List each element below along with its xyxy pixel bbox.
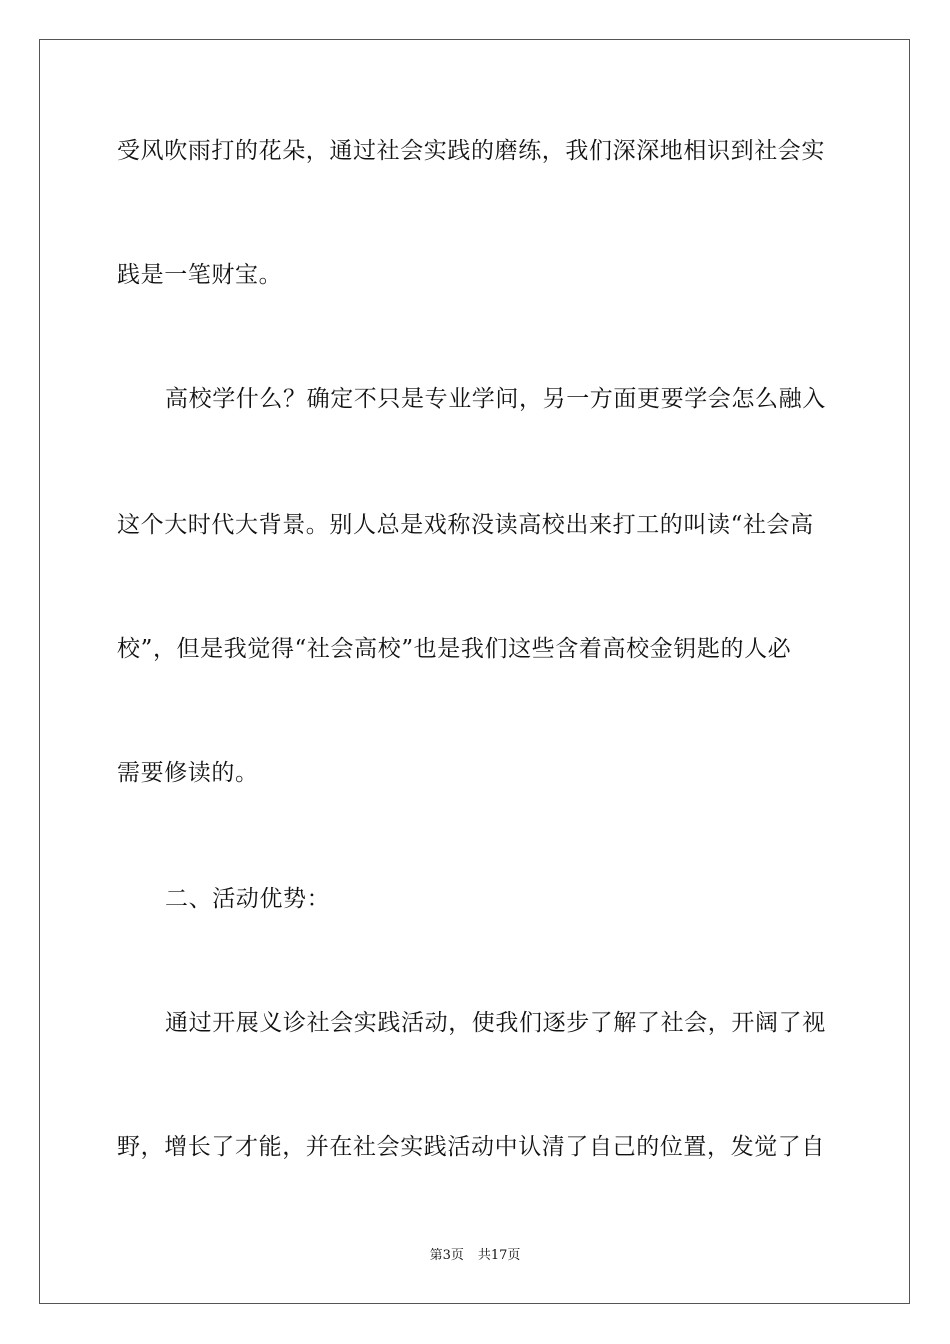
text-line-9: 野，增长了才能，并在社会实践活动中认清了自己的位置，发觉了自 xyxy=(117,1134,825,1160)
page-border xyxy=(39,39,910,1304)
text-line-5: 校”，但是我觉得“社会高校”也是我们这些含着高校金钥匙的人必 xyxy=(117,636,792,662)
text-line-1: 受风吹雨打的花朵，通过社会实践的磨练，我们深深地相识到社会实 xyxy=(117,138,825,164)
paragraph-first-line: 通过开展义诊社会实践活动，使我们逐步了解了社会，开阔了视 xyxy=(165,1010,826,1036)
text-line-2: 践是一笔财宝。 xyxy=(117,262,283,288)
page-total: 共17页 xyxy=(477,1248,521,1263)
section-heading: 二、活动优势： xyxy=(165,886,331,912)
text-line-4: 这个大时代大背景。别人总是戏称没读高校出来打工的叫读“社会高 xyxy=(117,512,814,538)
text-line-6: 需要修读的。 xyxy=(117,760,259,786)
page-number: 第3页 xyxy=(429,1248,464,1263)
paragraph-first-line: 高校学什么？确定不只是专业学问，另一方面更要学会怎么融入 xyxy=(165,386,826,412)
page-footer xyxy=(0,1247,950,1265)
